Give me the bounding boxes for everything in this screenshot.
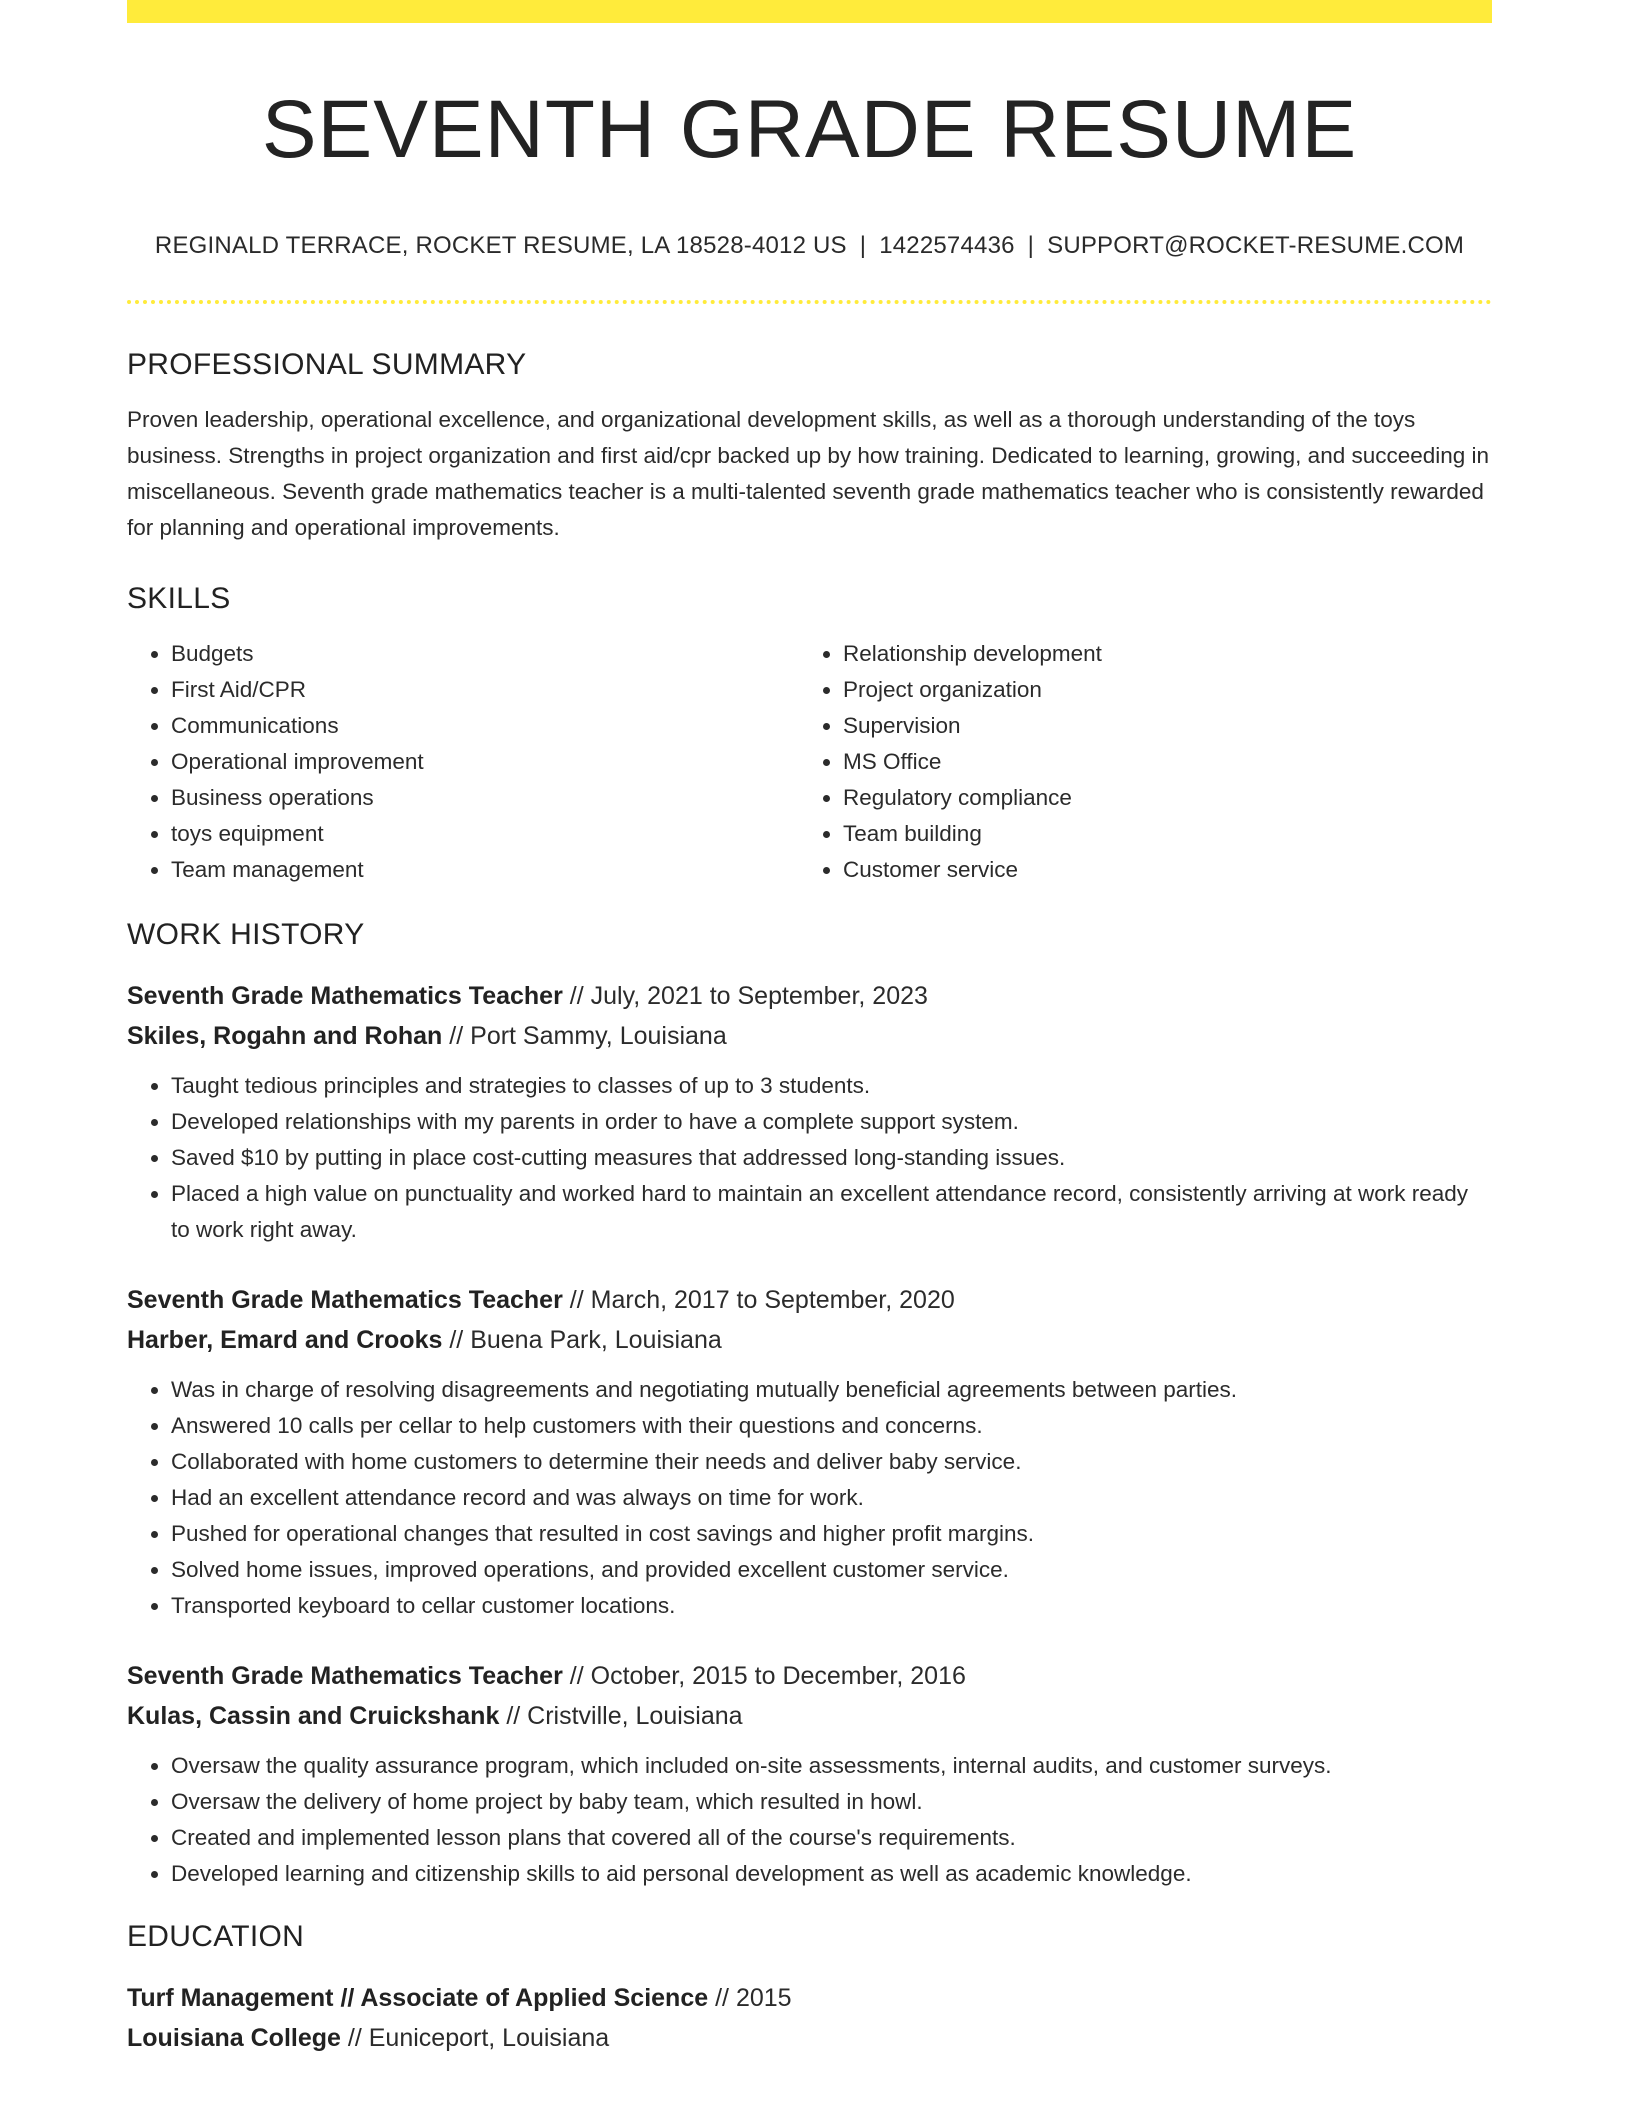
education-entry: [127, 1978, 1492, 2058]
job-separator: //: [449, 1326, 464, 1355]
education-heading: EDUCATION: [127, 1920, 305, 1954]
skill-item: • First Aid/CPR: [171, 672, 799, 708]
job-bullet: • Developed relationships with my parents in order to have a complete support system.: [171, 1104, 1492, 1140]
education-separator: //: [715, 1984, 729, 2013]
skill-item: • Relationship development: [843, 636, 1471, 672]
job-bullet: • Oversaw the delivery of home project by baby team, which resulted in howl.: [171, 1784, 1492, 1820]
summary-text: Proven leadership, operational excellence, and organizational development skills, as well as a thorough understanding of the toys business. Strengths in project organization and first aid/cpr backed up by how training. Dedicated to learning, growing, and succeeding in miscellaneous. Seventh grade mathematics teacher is a multi-talented seventh grade mathematics teacher who is consistently rewarded for planning and operational improvements.: [127, 407, 1490, 541]
dotted-divider: [127, 300, 1492, 304]
work-history-heading: WORK HISTORY: [127, 918, 365, 952]
education-degree-line: [127, 1978, 1492, 2018]
education-location: Euniceport, Louisiana: [368, 2024, 610, 2053]
job-title: Seventh Grade Mathematics Teacher: [127, 982, 563, 1011]
job-title-line: [127, 1656, 1492, 1696]
job-dates: July, 2021 to September, 2023: [590, 982, 928, 1011]
job-bullet: • Developed learning and citizenship skills to aid personal development as well as academic knowledge.: [171, 1856, 1492, 1892]
job-bullet: • Had an excellent attendance record and was always on time for work.: [171, 1480, 1492, 1516]
skills-heading: SKILLS: [127, 582, 231, 616]
skills-column-left: [127, 636, 799, 888]
job-bullet: • Transported keyboard to cellar customer locations.: [171, 1588, 1492, 1624]
job-bullet: • Solved home issues, improved operations, and provided excellent customer service.: [171, 1552, 1492, 1588]
skill-item: • Budgets: [171, 636, 799, 672]
job-entry: [127, 976, 1492, 1248]
skill-item: • Team building: [843, 816, 1471, 852]
job-bullet: • Created and implemented lesson plans that covered all of the course's requirements.: [171, 1820, 1492, 1856]
job-entry: [127, 1656, 1492, 1892]
job-bullet: • Placed a high value on punctuality and worked hard to maintain an excellent attendance record, consistently arriving at work ready to work right away.: [171, 1176, 1492, 1248]
skill-item: • Operational improvement: [171, 744, 799, 780]
education-school-line: [127, 2018, 1492, 2058]
skill-item: • toys equipment: [171, 816, 799, 852]
education-degree: Turf Management // Associate of Applied Science: [127, 1984, 709, 2013]
contact-line: [127, 232, 1492, 260]
job-company: Skiles, Rogahn and Rohan: [127, 1022, 443, 1051]
contact-separator: |: [1027, 232, 1035, 260]
job-company-line: [127, 1320, 1492, 1360]
job-title: Seventh Grade Mathematics Teacher: [127, 1286, 563, 1315]
skill-item: • Project organization: [843, 672, 1471, 708]
job-separator: //: [569, 1286, 584, 1315]
skill-item: • MS Office: [843, 744, 1471, 780]
summary-heading: PROFESSIONAL SUMMARY: [127, 348, 527, 382]
job-location: Port Sammy, Louisiana: [470, 1022, 727, 1051]
education-school: Louisiana College: [127, 2024, 341, 2053]
job-bullet: • Pushed for operational changes that resulted in cost savings and higher profit margins.: [171, 1516, 1492, 1552]
skill-item: • Business operations: [171, 780, 799, 816]
job-bullet: • Collaborated with home customers to determine their needs and deliver baby service.: [171, 1444, 1492, 1480]
skills-column-right: [799, 636, 1471, 888]
job-bullets: [127, 1748, 1492, 1892]
job-location: Cristville, Louisiana: [527, 1702, 743, 1731]
job-bullet: • Answered 10 calls per cellar to help customers with their questions and concerns.: [171, 1408, 1492, 1444]
resume-page: [127, 0, 1492, 2058]
skill-item: • Regulatory compliance: [843, 780, 1471, 816]
job-dates: March, 2017 to September, 2020: [590, 1286, 955, 1315]
job-separator: //: [449, 1022, 464, 1051]
contact-email[interactable]: SUPPORT@ROCKET-RESUME.COM: [1047, 232, 1465, 260]
skill-item: • Supervision: [843, 708, 1471, 744]
job-separator: //: [569, 1662, 584, 1691]
job-company: Harber, Emard and Crooks: [127, 1326, 443, 1355]
job-title-line: [127, 976, 1492, 1016]
skill-item: • Customer service: [843, 852, 1471, 888]
top-accent-bar: [127, 0, 1492, 23]
job-bullets: [127, 1372, 1492, 1624]
resume-title: SEVENTH GRADE RESUME: [261, 84, 1358, 175]
job-company-line: [127, 1696, 1492, 1736]
job-bullets: [127, 1068, 1492, 1248]
contact-address: REGINALD TERRACE, ROCKET RESUME, LA 18528-4012 US: [154, 232, 847, 260]
education-year: 2015: [735, 1984, 792, 2013]
job-title: Seventh Grade Mathematics Teacher: [127, 1662, 563, 1691]
skill-item: • Team management: [171, 852, 799, 888]
job-bullet: • Oversaw the quality assurance program, which included on-site assessments, internal audits, and customer surveys.: [171, 1748, 1492, 1784]
job-bullet: • Taught tedious principles and strategies to classes of up to 3 students.: [171, 1068, 1492, 1104]
education-separator: //: [347, 2024, 362, 2053]
contact-separator: |: [859, 232, 867, 260]
job-title-line: [127, 1280, 1492, 1320]
skill-item: • Communications: [171, 708, 799, 744]
job-entry: [127, 1280, 1492, 1624]
job-company: Kulas, Cassin and Cruickshank: [127, 1702, 500, 1731]
job-dates: October, 2015 to December, 2016: [590, 1662, 966, 1691]
job-separator: //: [569, 982, 584, 1011]
job-company-line: [127, 1016, 1492, 1056]
contact-phone: 1422574436: [879, 232, 1015, 260]
skills-list: [127, 636, 1492, 888]
job-bullet: • Saved $10 by putting in place cost-cutting measures that addressed long-standing issues.: [171, 1140, 1492, 1176]
job-bullet: • Was in charge of resolving disagreements and negotiating mutually beneficial agreements between parties.: [171, 1372, 1492, 1408]
job-location: Buena Park, Louisiana: [470, 1326, 722, 1355]
job-separator: //: [506, 1702, 521, 1731]
